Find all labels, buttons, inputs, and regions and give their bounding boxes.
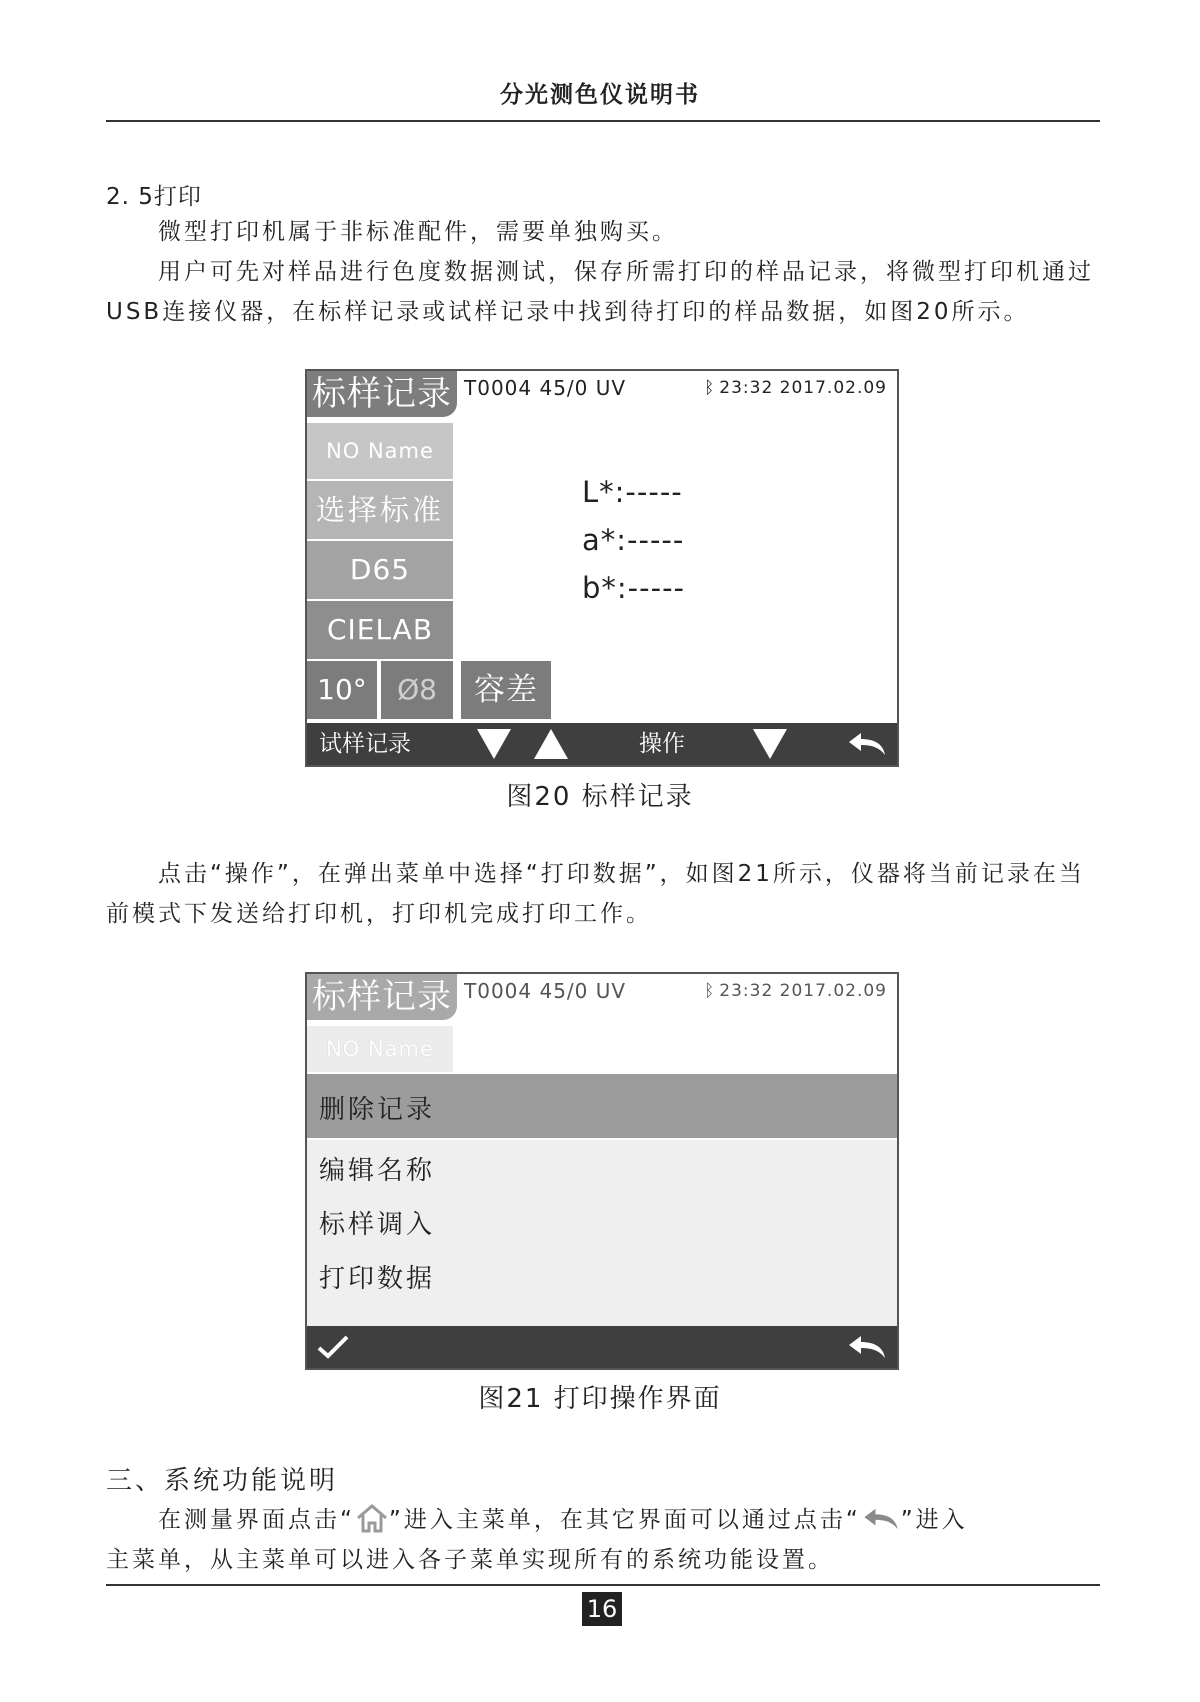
- sample-record-button[interactable]: 试样记录: [319, 731, 411, 757]
- paragraph-printer-accessory: 微型打印机属于非标准配件，需要单独购买。: [158, 219, 678, 245]
- name-button[interactable]: NO Name: [307, 1026, 453, 1072]
- header-title: 分光测色仪说明书: [500, 82, 700, 108]
- header-rule: [106, 120, 1100, 122]
- tolerance-button[interactable]: 容差: [461, 661, 551, 719]
- lab-l-value: L*:-----: [582, 475, 683, 509]
- triangle-down-icon[interactable]: [477, 729, 511, 759]
- illuminant-button[interactable]: D65: [307, 541, 453, 599]
- menu-item-delete-record-selected[interactable]: [307, 1074, 897, 1138]
- color-space-button[interactable]: CIELAB: [307, 601, 453, 659]
- triangle-up-icon[interactable]: [534, 729, 568, 759]
- datetime: 23:32 2017.02.09: [719, 981, 887, 1001]
- screen-title: 标样记录: [307, 974, 457, 1020]
- return-arrow-icon: [861, 1507, 901, 1531]
- footer-rule: [106, 1584, 1100, 1586]
- aperture-button[interactable]: Ø8: [381, 661, 453, 719]
- name-button[interactable]: NO Name: [307, 423, 453, 479]
- popup-menu: [307, 1140, 897, 1326]
- section-heading-system-functions: 三、系统功能说明: [106, 1466, 339, 1496]
- return-arrow-icon[interactable]: [847, 1334, 887, 1360]
- menu-item-edit-name[interactable]: 编辑名称: [319, 1156, 436, 1186]
- device-screen-print-menu: [305, 972, 899, 1370]
- paragraph-menu-navigation-line2: 主菜单，从主菜单可以进入各子菜单实现所有的系统功能设置。: [106, 1547, 834, 1573]
- text-segment: ”进入: [900, 1507, 968, 1533]
- observer-angle-button[interactable]: 10°: [307, 661, 377, 719]
- bottom-bar: [307, 723, 897, 765]
- status-datetime-area: [704, 378, 887, 398]
- bottom-bar: [307, 1326, 897, 1368]
- lab-b-value: b*:-----: [582, 571, 686, 605]
- home-icon: [355, 1503, 389, 1533]
- screen-title: 标样记录: [307, 371, 457, 417]
- menu-item-load-standard[interactable]: 标样调入: [319, 1210, 436, 1240]
- bluetooth-icon: ᛒ: [704, 981, 716, 1001]
- operation-button[interactable]: 操作: [639, 731, 685, 757]
- bluetooth-icon: ᛒ: [704, 378, 716, 398]
- select-standard-button[interactable]: 选择标准: [307, 481, 453, 539]
- triangle-down-icon[interactable]: [753, 729, 787, 759]
- check-icon[interactable]: [317, 1334, 349, 1360]
- text-segment: 在测量界面点击“: [158, 1507, 355, 1533]
- paragraph-printer-usage: 用户可先对样品进行色度数据测试，保存所需打印的样品记录，将微型打印机通过USB连接仪器，在标样记录或试样记录中找到待打印的样品数据，如图20所示。: [106, 259, 1094, 325]
- menu-item-label: 删除记录: [319, 1095, 436, 1125]
- sample-code: T0004 45/0 UV: [464, 979, 627, 1003]
- text-segment: ”进入主菜单，在其它界面可以通过点击“: [388, 1507, 861, 1533]
- sample-code: T0004 45/0 UV: [464, 376, 627, 400]
- device-screen-standard-record: [305, 369, 899, 767]
- section-heading-print: 2. 5打印: [106, 184, 202, 210]
- paragraph-print-instructions: 点击“操作”，在弹出菜单中选择“打印数据”，如图21所示，仪器将当前记录在当前模式下发送给打印机，打印机完成打印工作。: [106, 861, 1085, 927]
- figure-21-caption: 图21 打印操作界面: [478, 1384, 722, 1414]
- lab-a-value: a*:-----: [582, 523, 685, 557]
- paragraph-menu-navigation-line1: [106, 1500, 1100, 1540]
- menu-item-print-data[interactable]: 打印数据: [319, 1264, 436, 1294]
- datetime: 23:32 2017.02.09: [719, 378, 887, 398]
- status-datetime-area: [704, 981, 887, 1001]
- return-arrow-icon[interactable]: [847, 731, 887, 757]
- page-number: 16: [582, 1592, 622, 1626]
- figure-20-caption: 图20 标样记录: [506, 782, 694, 812]
